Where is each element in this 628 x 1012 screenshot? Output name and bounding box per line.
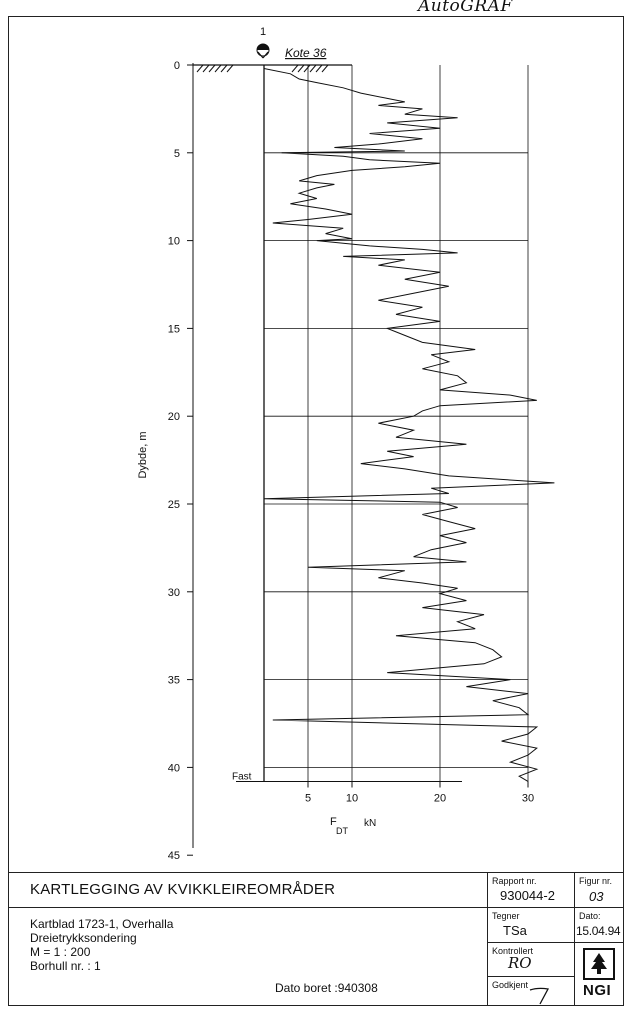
- force-ticks: [305, 781, 534, 804]
- report-value: 930044-2: [500, 888, 555, 903]
- figure-label: Figur nr.: [579, 876, 613, 886]
- hatch-stroke: [292, 65, 298, 72]
- drawn-value: TSa: [503, 923, 527, 938]
- approved-label: Godkjent: [492, 980, 529, 990]
- depth-tick-label: 45: [167, 850, 180, 863]
- borehole-symbol-icon: [257, 44, 269, 58]
- elevation-label: Kote 36: [285, 46, 327, 60]
- figure-value: 03: [589, 889, 604, 904]
- ngi-logo-text: NGI: [583, 982, 612, 999]
- depth-tick-label: 5: [173, 147, 180, 160]
- end-of-sounding-label: Fast: [232, 771, 252, 783]
- depth-tick-label: 10: [167, 235, 180, 248]
- detail-line: M = 1 : 200: [30, 945, 91, 959]
- sounding-curve: [264, 69, 554, 782]
- detail-line: Borhull nr. : 1: [30, 959, 101, 973]
- plot-grid: [236, 65, 528, 781]
- detail-line: Dreietrykksondering: [30, 931, 137, 945]
- project-title: KARTLEGGING AV KVIKKLEIREOMRÅDER: [30, 881, 336, 898]
- detail-line: Kartblad 1723-1, Overhalla: [30, 917, 174, 931]
- depth-tick-label: 25: [167, 499, 180, 511]
- force-tick-label: 10: [345, 792, 359, 805]
- force-axis-unit: kN: [364, 818, 377, 829]
- force-tick-label: 30: [521, 792, 535, 805]
- hatch-stroke: [316, 65, 322, 72]
- approved-signature: [528, 984, 558, 1006]
- hatch-stroke: [197, 65, 203, 72]
- sounding-series: [264, 69, 554, 782]
- hatch-stroke: [322, 65, 328, 72]
- report-label: Rapport nr.: [492, 876, 537, 886]
- date-bored: Dato boret :940308: [275, 981, 378, 995]
- force-tick-label: 20: [433, 792, 447, 805]
- depth-tick-label: 30: [167, 586, 180, 599]
- depth-tick-label: 35: [167, 674, 180, 687]
- ngi-logo-icon: [583, 948, 615, 980]
- autograf-brand: AutoGRAF: [418, 0, 513, 16]
- hatch-stroke: [203, 65, 209, 72]
- force-axis-label-subscript: DT: [336, 826, 348, 836]
- date-label: Dato:: [579, 911, 601, 921]
- date-value: 15.04.94: [576, 924, 621, 938]
- hatch-stroke: [304, 65, 310, 72]
- checked-label: Kontrollert: [492, 946, 534, 956]
- checked-signature: RO: [508, 954, 532, 972]
- hatch-stroke: [209, 65, 215, 72]
- drawn-label: Tegner: [492, 911, 520, 921]
- depth-tick-label: 0: [173, 60, 180, 72]
- depth-tick-label: 15: [167, 323, 180, 336]
- depth-ticks: [168, 60, 193, 862]
- depth-tick-label: 40: [167, 762, 180, 775]
- hatch-stroke: [298, 65, 304, 72]
- title-block: [8, 872, 624, 1006]
- borehole-number: 1: [259, 26, 267, 38]
- force-tick-label: 5: [304, 792, 312, 805]
- depth-axis-label: Dybde, m: [137, 431, 149, 479]
- hatch-stroke: [310, 65, 316, 72]
- force-axis-label: F: [330, 816, 337, 828]
- hatch-stroke: [227, 65, 233, 72]
- hatch-stroke: [215, 65, 221, 72]
- depth-tick-label: 20: [167, 411, 180, 424]
- hatch-stroke: [221, 65, 227, 72]
